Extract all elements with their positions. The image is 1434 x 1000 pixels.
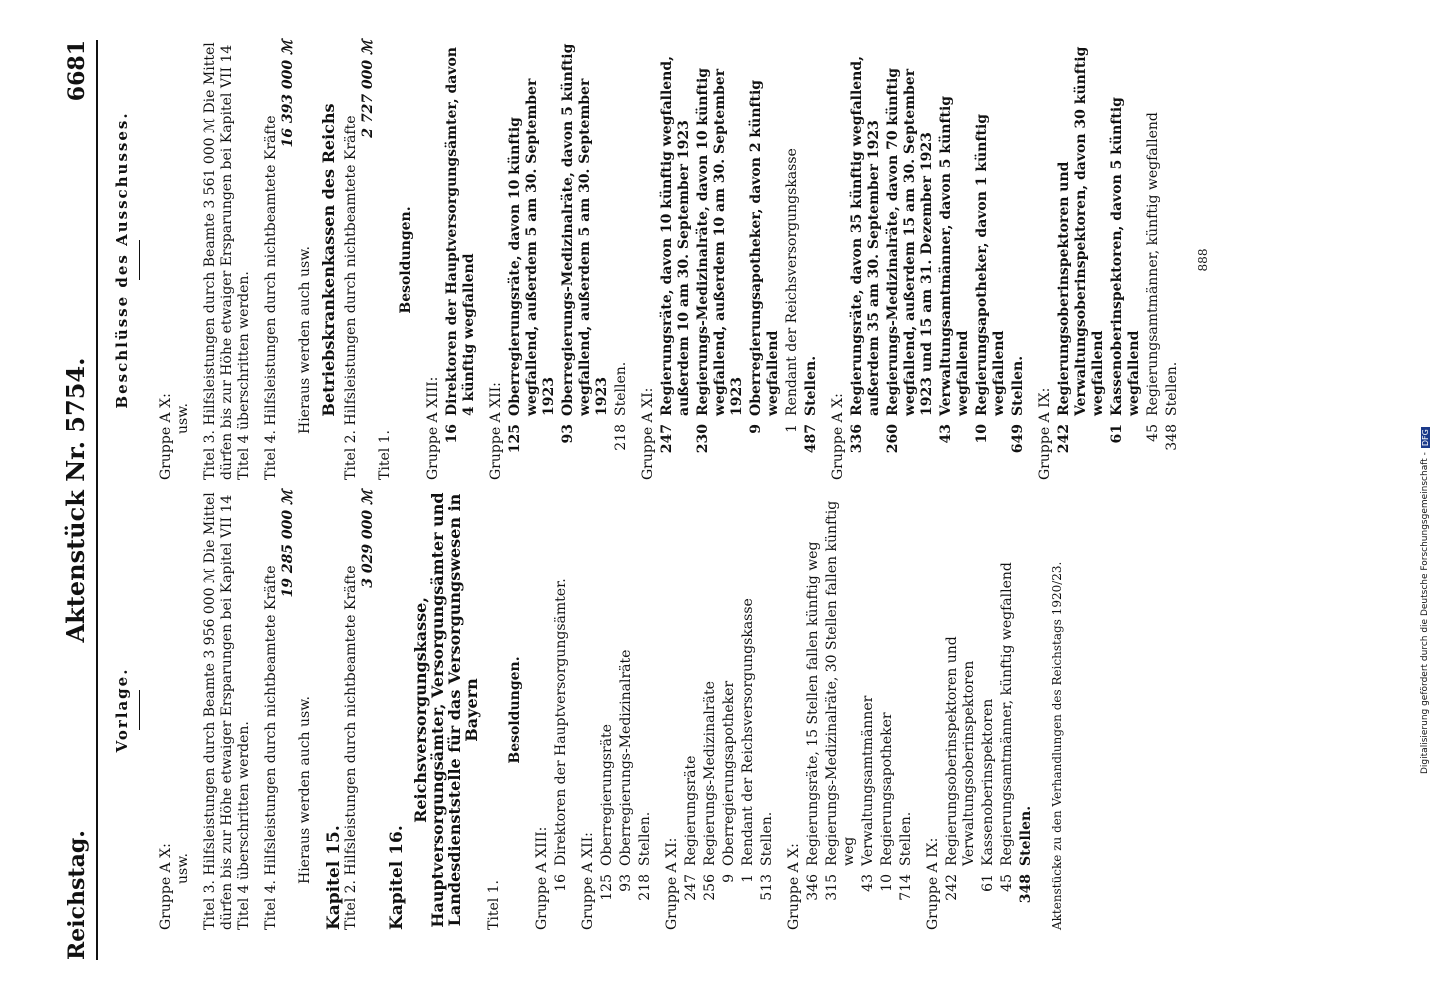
subtotal: 487 — [803, 424, 819, 454]
count: 93 — [618, 874, 634, 892]
subtotal: 348 — [1018, 874, 1034, 904]
table-row — [849, 40, 883, 480]
group-label: Gruppe A IX: — [1037, 387, 1053, 480]
position: Oberregierungsapotheker — [721, 680, 737, 866]
table-row — [721, 490, 738, 930]
count: 45 — [1145, 424, 1161, 442]
position: Regierungs-Medizinalräte — [702, 681, 718, 866]
count: 242 — [1056, 424, 1072, 454]
count: 10 — [879, 874, 895, 892]
subtotal: 218 — [637, 874, 653, 901]
subtotal-row — [803, 40, 820, 480]
count: 16 — [553, 874, 569, 892]
table-row — [784, 40, 801, 480]
group-label: Gruppe A XI: — [664, 837, 680, 930]
table-row — [444, 40, 478, 480]
usw-text: usw. — [175, 853, 191, 884]
subtotal-row — [898, 490, 915, 930]
subtotal: 218 — [613, 424, 629, 451]
subtotal: 714 — [898, 874, 914, 901]
table-row — [560, 40, 611, 480]
position: Regierungs-Medizinalräte, davon 70 künftig wegfallend, außerdem 15 am 30. September 1923 und 15 am 31. Dezember 1923 — [885, 67, 935, 416]
table-row — [824, 490, 858, 930]
count: 260 — [885, 424, 901, 454]
table-row — [553, 490, 570, 930]
subtotal-row — [759, 490, 776, 930]
titel-1: Titel 1. — [377, 429, 393, 480]
stellen-label: Stellen. — [1018, 805, 1034, 866]
titel-4-amount: 16 393 000 ℳ — [280, 40, 296, 148]
table-row — [740, 490, 757, 930]
table-row — [938, 40, 972, 480]
titel-4-amount: 19 285 000 ℳ — [280, 490, 296, 598]
header-left: Reichstag. — [64, 830, 90, 960]
column-heading: Vorlage. — [113, 667, 131, 753]
column-heading: Beschlüsse des Ausschusses. — [113, 111, 131, 409]
position: Oberregierungsapotheker, davon 2 künftig wegfallend — [748, 79, 781, 416]
position: Regierungsräte — [683, 755, 699, 866]
subtotal-row — [613, 40, 630, 480]
table-row — [618, 490, 635, 930]
page-mark: 888 — [1196, 248, 1210, 272]
table-row — [805, 490, 822, 930]
position: Regierungsoberinspektoren und Verwaltungsoberinspektoren, davon 30 künftig wegfallend — [1056, 46, 1106, 416]
count: 125 — [507, 424, 523, 454]
count: 43 — [938, 424, 954, 444]
group-label: Gruppe A XIII: — [425, 376, 441, 480]
stellen-label: Stellen. — [637, 811, 653, 866]
count: 9 — [748, 424, 764, 434]
column-vorlage — [110, 490, 1066, 930]
dfg-credit-text: Digitalisierung gefördert durch die Deutsche Forschungsgemeinschaft - — [1420, 452, 1430, 774]
stellen-label: Stellen. — [1010, 355, 1026, 416]
chapter-15-amount: 3 029 000 ℳ — [360, 490, 376, 588]
group-label: Gruppe A IX: — [925, 837, 941, 930]
table-row — [944, 490, 978, 930]
subtotal-row — [1164, 40, 1181, 480]
count: 242 — [944, 874, 960, 901]
position: Regierungsapotheker — [879, 712, 895, 866]
table-row — [702, 490, 719, 930]
count: 9 — [721, 874, 737, 883]
position: Regierungsoberinspektoren und Verwaltungsoberinspektoren — [944, 636, 977, 866]
titel-3: Titel 3. Hilfsleistungen durch Beamte 3 956 000 ℳ Die Mittel dürfen bis zur Höhe etwaiger Ersparungen bei Kapitel VII 14 Titel 4 überschritten werden. — [202, 492, 252, 930]
dfg-logo: DFG — [1420, 429, 1430, 447]
group-label: Gruppe A X: — [158, 843, 174, 930]
table-row — [683, 490, 700, 930]
position: Regierungsamtmänner, künftig wegfallend — [999, 562, 1015, 866]
divider — [139, 240, 140, 280]
count: 256 — [702, 874, 718, 901]
hieraus-text: Hieraus werden auch usw. — [297, 696, 313, 884]
count: 43 — [860, 874, 876, 892]
position: Regierungsapotheker, davon 1 künftig wegfallend — [974, 113, 1007, 416]
group-label: Gruppe A XII: — [580, 832, 596, 930]
position: Regierungsräte, davon 10 künftig wegfallend, außerdem 10 am 30. September 1923 — [659, 55, 692, 416]
table-row — [507, 40, 558, 480]
chapter-15: Kapitel 15. — [324, 825, 344, 930]
position: Rendant der Reichsversorgungskasse — [740, 598, 756, 866]
stellen-label: Stellen. — [898, 811, 914, 866]
position: Kassenoberinspektoren, davon 5 künftig wegfallend — [1109, 97, 1142, 416]
table-row — [659, 40, 693, 480]
table-row — [748, 40, 782, 480]
count: 10 — [974, 424, 990, 444]
count: 61 — [1109, 424, 1125, 444]
titel-4: Titel 4. Hilfsleistungen durch nichtbeamtete Kräfte — [263, 565, 279, 930]
group-label: Gruppe A X: — [786, 843, 802, 930]
titel-3: Titel 3. Hilfsleistungen durch Beamte 3 561 000 ℳ Die Mittel dürfen bis zur Höhe etwaiger Ersparungen bei Kapitel VII 14 Titel 4 überschritten werden. — [202, 42, 252, 480]
count: 346 — [805, 874, 821, 901]
position: Verwaltungsamtmänner, davon 5 künftig wegfallend — [938, 95, 971, 416]
group-label: Gruppe A X: — [158, 393, 174, 480]
position: Regierungs-Medizinalräte, 30 Stellen fallen künftig weg — [824, 500, 857, 866]
position: Oberregierungsräte, davon 10 künftig wegfallend, außerdem 5 am 30. September 1923 — [507, 78, 557, 416]
group-label: Gruppe A XIII: — [534, 826, 550, 930]
divider — [139, 690, 140, 730]
table-row — [885, 40, 936, 480]
header-title: Aktenstück Nr. 5754. — [61, 357, 90, 643]
table-row — [1145, 40, 1162, 480]
position: Regierungsamtmänner, künftig wegfallend — [1145, 112, 1161, 416]
count: 93 — [560, 424, 576, 444]
table-row — [1056, 40, 1107, 480]
stellen-label: Stellen. — [803, 355, 819, 416]
position: Oberregierungs-Medizinalräte, davon 5 künftig wegfallend, außerdem 5 am 30. September 1923 — [560, 43, 610, 416]
count: 315 — [824, 874, 840, 901]
count: 125 — [599, 874, 615, 901]
besoldungen-heading: Besoldungen. — [507, 656, 523, 764]
subtotal-row — [637, 490, 654, 930]
position: Regierungsräte, 15 Stellen fallen künftig weg — [805, 541, 821, 866]
chapter-15-titel-2: Titel 2. Hilfsleistungen durch nichtbeamtete Kräfte — [343, 565, 359, 930]
table-row — [999, 490, 1016, 930]
stellen-label: Stellen. — [1164, 361, 1180, 416]
position: Rendant der Reichsversorgungskasse — [784, 148, 800, 416]
subtotal: 513 — [759, 874, 775, 901]
position: Verwaltungsamtmänner — [860, 695, 876, 866]
chapter-16: Kapitel 16. — [387, 825, 407, 930]
column-beschluesse — [110, 40, 1212, 480]
page-number: 6681 — [64, 40, 90, 102]
page-header — [56, 40, 98, 960]
table-row — [860, 490, 877, 930]
position: Direktoren der Hauptversorgungsämter, davon 4 künftig wegfallend — [444, 47, 477, 416]
position: Regierungs-Medizinalräte, davon 10 künftig wegfallend, außerdem 10 am 30. September 1923 — [695, 67, 745, 416]
count: 61 — [980, 874, 996, 892]
dfg-credit — [1418, 14, 1432, 774]
stellen-label: Stellen. — [613, 361, 629, 416]
subtotal-row — [1018, 490, 1035, 930]
count: 16 — [444, 424, 460, 444]
count: 247 — [683, 874, 699, 901]
count: 230 — [695, 424, 711, 454]
position: Regierungsräte, davon 35 künftig wegfallend, außerdem 35 am 30. September 1923 — [849, 55, 882, 416]
footnote: Aktenstücke zu den Verhandlungen des Reichstags 1920/23. — [1050, 561, 1064, 930]
hieraus-text: Hieraus werden auch usw. — [297, 246, 313, 434]
titel-1: Titel 1. — [486, 879, 502, 930]
besoldungen-heading: Besoldungen. — [398, 206, 414, 314]
position: Direktoren der Hauptversorgungsämter. — [553, 578, 569, 866]
table-row — [695, 40, 746, 480]
table-row — [879, 490, 896, 930]
count: 1 — [784, 424, 800, 433]
titel-4: Titel 4. Hilfsleistungen durch nichtbeamtete Kräfte — [263, 115, 279, 480]
chapter-16-title: Reichsversorgungskasse, Hauptversorgungsämter, Versorgungsämter und Landesdienststelle für das Versorgungswesen in Bayern — [411, 492, 481, 928]
chapter-15-titel-2: Titel 2. Hilfsleistungen durch nichtbeamtete Kräfte — [343, 115, 359, 480]
group-label: Gruppe A XII: — [488, 382, 504, 480]
position: Oberregierungsräte — [599, 724, 615, 866]
table-row — [974, 40, 1008, 480]
table-row — [1109, 40, 1143, 480]
subtotal: 649 — [1010, 424, 1026, 454]
position: Oberregierungs-Medizinalräte — [618, 649, 634, 866]
subtotal-row — [1010, 40, 1027, 480]
chapter-15-title: Betriebskrankenkassen des Reichs — [319, 103, 338, 417]
count: 247 — [659, 424, 675, 454]
count: 45 — [999, 874, 1015, 892]
usw-text: usw. — [175, 403, 191, 434]
table-row — [980, 490, 997, 930]
stellen-label: Stellen. — [759, 811, 775, 866]
count: 1 — [740, 874, 756, 883]
chapter-15-amount: 2 727 000 ℳ — [360, 40, 376, 138]
table-row — [599, 490, 616, 930]
subtotal: 348 — [1164, 424, 1180, 451]
position: Kassenoberinspektoren — [980, 698, 996, 866]
group-label: Gruppe A X: — [830, 393, 846, 480]
count: 336 — [849, 424, 865, 454]
group-label: Gruppe A XI: — [640, 387, 656, 480]
